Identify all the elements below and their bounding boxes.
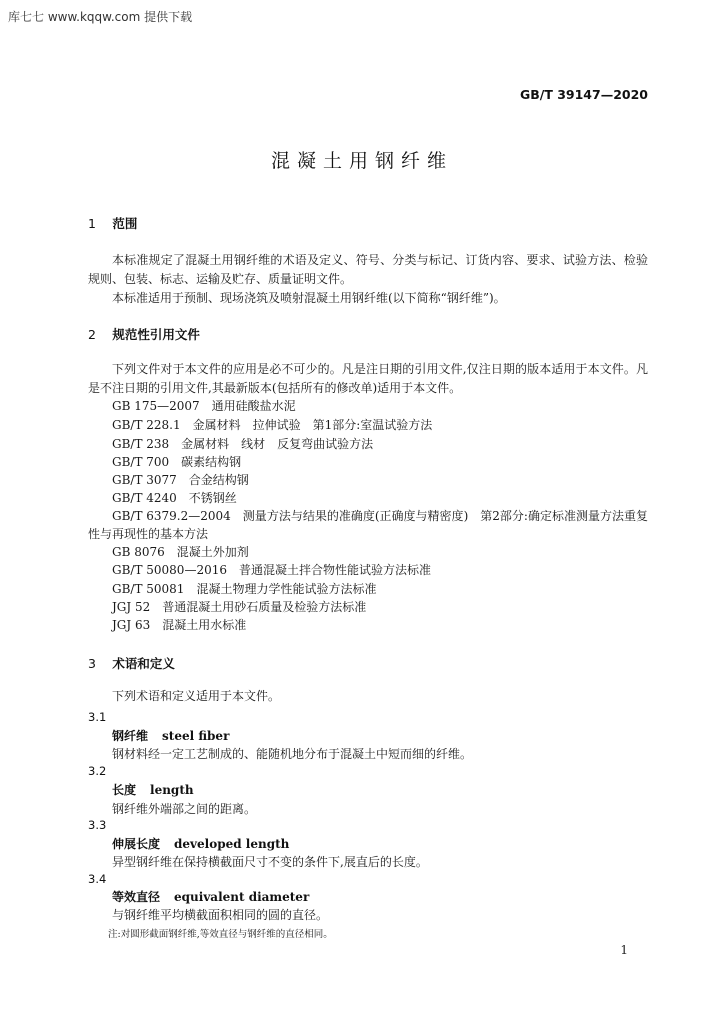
term-en: equivalent diameter (174, 890, 310, 904)
section-number: 3 (88, 656, 96, 671)
clause-number: 3.4 (88, 872, 107, 886)
term-zh: 长度 (112, 783, 137, 797)
term-definition: 钢纤维外端部之间的距离。 (112, 802, 257, 816)
clause-number: 3.2 (88, 764, 107, 778)
term-en: steel fiber (162, 729, 230, 743)
term-steel-fiber (112, 727, 229, 744)
section-1-heading (88, 214, 137, 232)
reference-item: GB/T 6379.2—2004 测量方法与结果的准确度(正确度与精密度) 第2部分:确定标准测量方法重复性与再现性的基本方法 (88, 509, 648, 541)
reference-item: GB 175—2007 通用硅酸盐水泥 (112, 399, 296, 413)
page-number: 1 (620, 943, 628, 957)
section-title: 范围 (112, 216, 138, 231)
section-2-heading (88, 325, 200, 343)
reference-item: JGJ 52 普通混凝土用砂石质量及检验方法标准 (112, 600, 367, 614)
section-number: 2 (88, 327, 96, 342)
term-definition: 异型钢纤维在保持横截面尺寸不变的条件下,展直后的长度。 (112, 855, 428, 869)
term-en: length (150, 783, 194, 797)
clause-number: 3.3 (88, 818, 107, 832)
term-zh: 等效直径 (112, 890, 161, 904)
reference-item: GB 8076 混凝土外加剂 (112, 545, 249, 559)
section-number: 1 (88, 216, 96, 231)
section-3-heading (88, 654, 175, 672)
reference-item: GB/T 50080—2016 普通混凝土拌合物性能试验方法标准 (112, 563, 431, 577)
reference-item: GB/T 3077 合金结构钢 (112, 473, 249, 487)
reference-item: JGJ 63 混凝土用水标准 (112, 618, 247, 632)
term-equivalent-diameter (112, 888, 309, 905)
reference-item: GB/T 4240 不锈钢丝 (112, 491, 237, 505)
watermark-text: 库七七 www.kqqw.com 提供下载 (8, 10, 193, 24)
scope-paragraph-2: 本标准适用于预制、现场浇筑及喷射混凝土用钢纤维(以下简称“钢纤维”)。 (112, 291, 506, 305)
section-title: 规范性引用文件 (112, 327, 200, 342)
term-definition: 与钢纤维平均横截面积相同的圆的直径。 (112, 908, 329, 922)
document-title: 混凝土用钢纤维 (270, 150, 453, 172)
clause-number: 3.1 (88, 710, 107, 724)
reference-item: GB/T 238 金属材料 线材 反复弯曲试验方法 (112, 437, 374, 451)
term-zh: 钢纤维 (112, 729, 149, 743)
term-en: developed length (174, 837, 290, 851)
reference-item: GB/T 50081 混凝土物理力学性能试验方法标准 (112, 582, 377, 596)
section-title: 术语和定义 (112, 656, 175, 671)
scope-paragraph-1: 本标准规定了混凝土用钢纤维的术语及定义、符号、分类与标记、订货内容、要求、试验方法、检验规则、包装、标志、运输及贮存、质量证明文件。 (88, 253, 648, 286)
term-developed-length (112, 835, 289, 852)
reference-item: GB/T 700 碳素结构钢 (112, 455, 242, 469)
term-note: 注:对圆形截面钢纤维,等效直径与钢纤维的直径相同。 (108, 929, 333, 940)
terms-intro: 下列术语和定义适用于本文件。 (112, 689, 281, 703)
references-intro: 下列文件对于本文件的应用是必不可少的。凡是注日期的引用文件,仅注日期的版本适用于本文件。凡是不注日期的引用文件,其最新版本(包括所有的修改单)适用于本文件。 (88, 362, 648, 395)
reference-item: GB/T 228.1 金属材料 拉伸试验 第1部分:室温试验方法 (112, 418, 433, 432)
term-length (112, 781, 194, 798)
term-zh: 伸展长度 (112, 837, 161, 851)
standard-code: GB/T 39147—2020 (519, 87, 648, 102)
term-definition: 钢材料经一定工艺制成的、能随机地分布于混凝土中短而细的纤维。 (112, 747, 473, 761)
